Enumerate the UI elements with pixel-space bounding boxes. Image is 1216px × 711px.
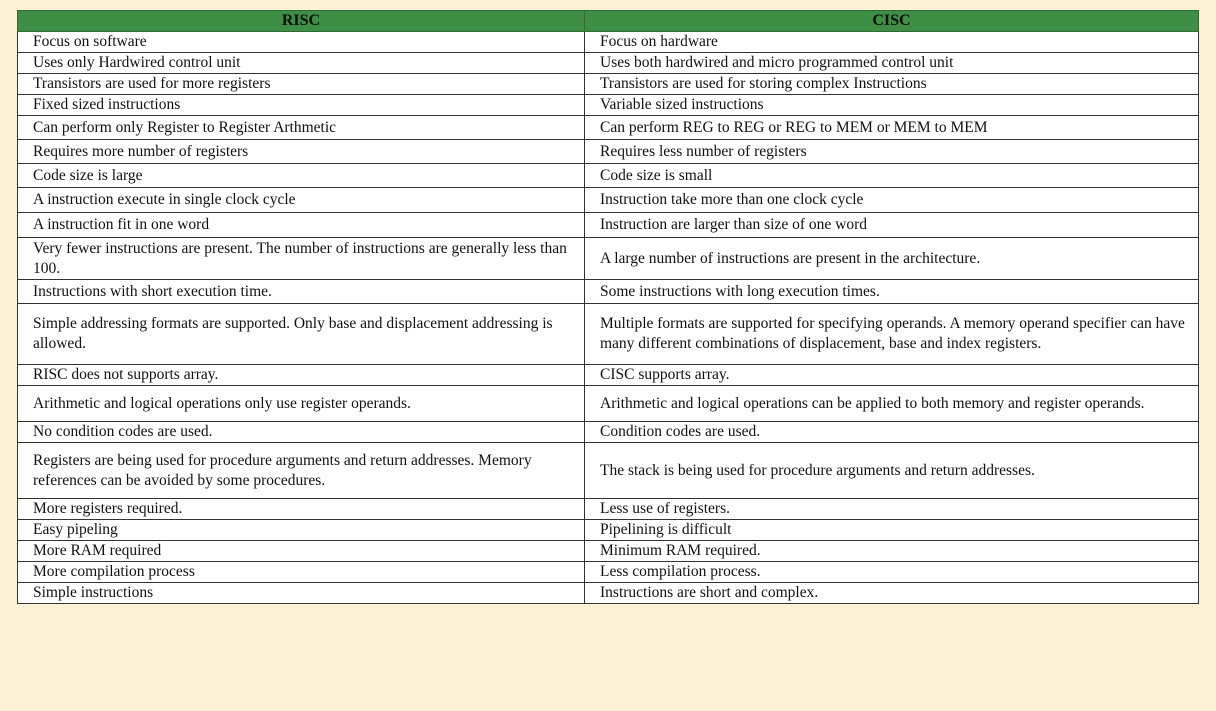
cell-text: Requires more number of registers: [33, 142, 249, 160]
table-body: [18, 32, 1199, 604]
cell-text: Transistors are used for more registers: [33, 75, 271, 92]
cell-text: A instruction execute in single clock cycle: [33, 191, 296, 208]
risc-cell: [18, 32, 585, 53]
table-row: [18, 541, 1199, 562]
cisc-cell: [585, 74, 1199, 95]
cisc-cell: [585, 541, 1199, 562]
table-row: [18, 238, 1199, 280]
cell-text: Can perform REG to REG or REG to MEM or MEM to MEM: [600, 118, 988, 136]
table-row: [18, 164, 1199, 188]
cell-text: Less compilation process.: [600, 563, 761, 580]
risc-cell: [18, 280, 585, 304]
cell-text: Transistors are used for storing complex Instructions: [600, 75, 927, 92]
table-row: [18, 583, 1199, 604]
risc-cell: [18, 213, 585, 238]
risc-cell: [18, 74, 585, 95]
cell-text: Very fewer instructions are present. The number of instructions are generally less than 100.: [33, 239, 567, 277]
cell-text: More registers required.: [33, 500, 183, 517]
risc-cisc-comparison-table: [17, 10, 1199, 604]
cell-text: Simple instructions: [33, 584, 154, 601]
table-row: [18, 213, 1199, 238]
cell-text: Variable sized instructions: [600, 96, 764, 113]
cisc-cell: [585, 95, 1199, 116]
risc-cell: [18, 238, 585, 280]
cell-text: CISC supports array.: [600, 366, 730, 383]
cisc-cell: [585, 32, 1199, 53]
table-row: [18, 32, 1199, 53]
cell-text: Arithmetic and logical operations can be applied to both memory and register operands.: [600, 394, 1145, 412]
table-row: [18, 422, 1199, 443]
table-row: [18, 280, 1199, 304]
risc-cell: [18, 140, 585, 164]
table-row: [18, 443, 1199, 499]
cell-text: Uses only Hardwired control unit: [33, 54, 241, 71]
cisc-cell: [585, 213, 1199, 238]
table-header-row: [18, 11, 1199, 32]
cisc-cell: [585, 164, 1199, 188]
cisc-cell: [585, 280, 1199, 304]
risc-cell: [18, 520, 585, 541]
risc-cell: [18, 443, 585, 499]
cisc-cell: [585, 140, 1199, 164]
cell-text: Instruction are larger than size of one word: [600, 216, 867, 233]
cell-text: Instructions are short and complex.: [600, 584, 819, 601]
cell-text: Focus on software: [33, 33, 147, 50]
risc-cell: [18, 422, 585, 443]
risc-cell: [18, 53, 585, 74]
cell-text: Instructions with short execution time.: [33, 282, 272, 300]
cell-text: Some instructions with long execution times.: [600, 282, 880, 300]
cisc-cell: [585, 499, 1199, 520]
table-row: [18, 562, 1199, 583]
cell-text: Registers are being used for procedure arguments and return addresses. Memory references can be avoided by some procedures.: [33, 451, 532, 489]
risc-cell: [18, 164, 585, 188]
cell-text: Fixed sized instructions: [33, 96, 181, 113]
risc-cell: [18, 541, 585, 562]
risc-cell: [18, 188, 585, 213]
cisc-cell: [585, 520, 1199, 541]
table-row: [18, 386, 1199, 422]
cell-text: Code size is large: [33, 166, 143, 184]
risc-cell: [18, 116, 585, 140]
cisc-cell: [585, 386, 1199, 422]
column-header-risc: RISC: [18, 11, 585, 32]
table-row: [18, 116, 1199, 140]
cell-text: Pipelining is difficult: [600, 521, 732, 538]
cell-text: Code size is small: [600, 166, 713, 184]
comparison-table-container: [17, 10, 1198, 604]
cisc-cell: [585, 443, 1199, 499]
cell-text: Can perform only Register to Register Arthmetic: [33, 118, 337, 136]
risc-cell: [18, 304, 585, 365]
cell-text: Minimum RAM required.: [600, 542, 761, 559]
cisc-cell: [585, 53, 1199, 74]
table-row: [18, 53, 1199, 74]
cell-text: Simple addressing formats are supported. Only base and displacement addressing is allowed.: [33, 315, 553, 352]
table-row: [18, 499, 1199, 520]
cell-text: Requires less number of registers: [600, 142, 807, 160]
risc-cell: [18, 499, 585, 520]
cell-text: Less use of registers.: [600, 500, 730, 517]
cell-text: No condition codes are used.: [33, 423, 213, 440]
cell-text: More compilation process: [33, 563, 195, 580]
cell-text: A instruction fit in one word: [33, 216, 210, 233]
cell-text: Condition codes are used.: [600, 423, 761, 440]
cisc-cell: [585, 422, 1199, 443]
cell-text: A large number of instructions are present in the architecture.: [600, 249, 981, 267]
risc-cell: [18, 95, 585, 116]
cell-text: The stack is being used for procedure arguments and return addresses.: [600, 461, 1035, 479]
column-header-cisc: CISC: [585, 11, 1199, 32]
cisc-cell: [585, 583, 1199, 604]
table-row: [18, 140, 1199, 164]
cell-text: RISC does not supports array.: [33, 366, 219, 383]
cell-text: Easy pipeling: [33, 521, 118, 538]
risc-cell: [18, 562, 585, 583]
cell-text: Focus on hardware: [600, 33, 718, 50]
cisc-cell: [585, 238, 1199, 280]
cisc-cell: [585, 304, 1199, 365]
risc-cell: [18, 386, 585, 422]
table-row: [18, 304, 1199, 365]
cisc-cell: [585, 116, 1199, 140]
cell-text: Uses both hardwired and micro programmed control unit: [600, 54, 954, 71]
cell-text: More RAM required: [33, 542, 162, 559]
table-row: [18, 520, 1199, 541]
table-row: [18, 188, 1199, 213]
table-row: [18, 74, 1199, 95]
cisc-cell: [585, 188, 1199, 213]
cisc-cell: [585, 365, 1199, 386]
cell-text: Instruction take more than one clock cycle: [600, 191, 864, 208]
risc-cell: [18, 583, 585, 604]
cisc-cell: [585, 562, 1199, 583]
table-row: [18, 365, 1199, 386]
cell-text: Multiple formats are supported for specifying operands. A memory operand specifier can have many different combinations of displacement, base and index registers.: [600, 315, 1185, 352]
cell-text: Arithmetic and logical operations only use register operands.: [33, 394, 411, 412]
table-row: [18, 95, 1199, 116]
risc-cell: [18, 365, 585, 386]
